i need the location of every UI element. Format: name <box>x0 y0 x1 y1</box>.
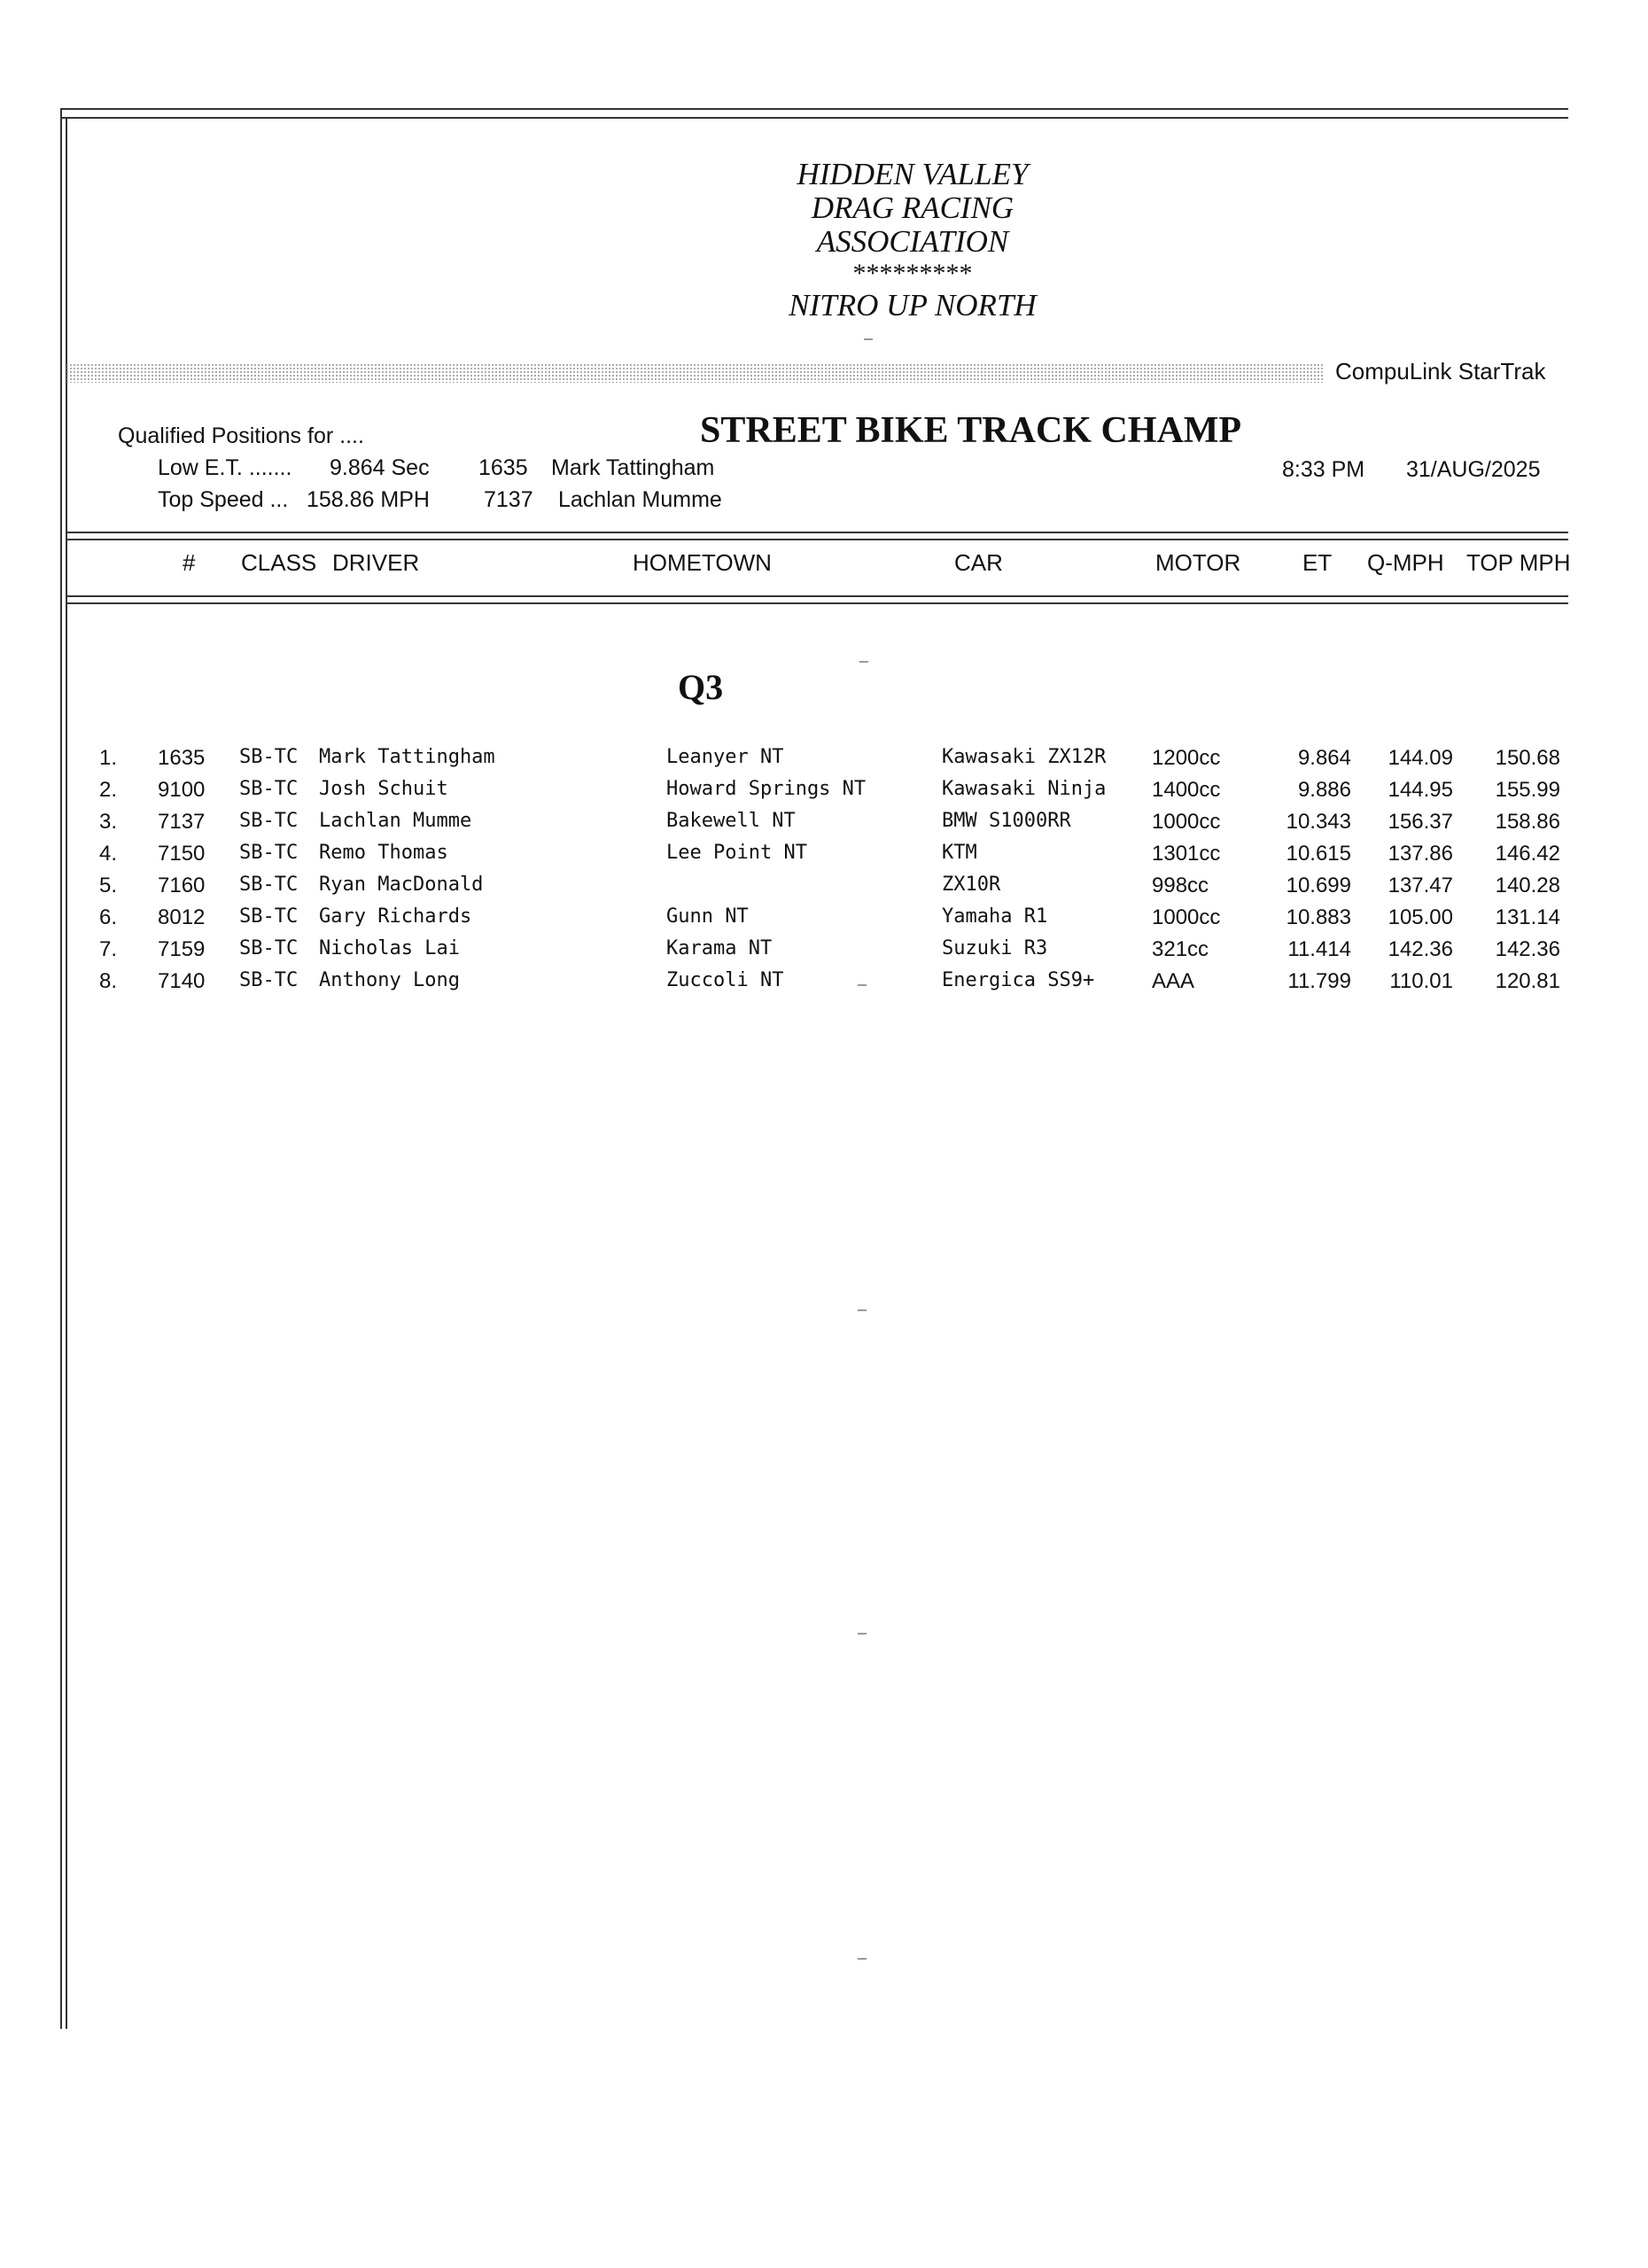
scan-mark <box>859 661 868 663</box>
col-driver: DRIVER <box>332 549 420 576</box>
cell-et: 9.864 <box>1297 746 1351 770</box>
cell-qmph: 110.01 <box>1389 969 1453 993</box>
cell-driver: Anthony Long <box>319 969 460 991</box>
cell-driver: Remo Thomas <box>319 842 448 864</box>
col-motor: MOTOR <box>1155 549 1241 576</box>
cell-class: SB-TC <box>239 778 299 800</box>
frame-left-rule <box>60 108 62 2029</box>
table-row <box>0 937 1648 969</box>
cell-topmph: 140.28 <box>1495 874 1560 897</box>
cell-topmph: 155.99 <box>1495 778 1560 802</box>
top-speed-label: Top Speed ... <box>158 487 289 512</box>
cell-motor: 321cc <box>1152 937 1209 961</box>
cell-qmph: 156.37 <box>1388 810 1453 834</box>
cell-topmph: 120.81 <box>1495 969 1560 993</box>
cell-pos: 3. <box>99 810 118 834</box>
cell-car: Yamaha R1 <box>942 905 1048 928</box>
org-line-1: HIDDEN VALLEY <box>797 157 1029 191</box>
cell-class: SB-TC <box>239 810 299 832</box>
col-topmph: TOP MPH <box>1466 549 1571 576</box>
cell-hometown: Karama NT <box>666 937 773 959</box>
cell-hometown: Zuccoli NT <box>666 969 784 991</box>
cell-car: BMW S1000RR <box>942 810 1071 832</box>
top-speed-driver: Lachlan Mumme <box>558 487 722 512</box>
page-title: STREET BIKE TRACK CHAMP <box>700 410 1242 451</box>
cell-topmph: 146.42 <box>1495 842 1560 866</box>
cell-number: 8012 <box>158 905 206 929</box>
cell-car: KTM <box>942 842 977 864</box>
low-et-value: 9.864 Sec <box>330 455 430 480</box>
cell-et: 10.615 <box>1286 842 1351 866</box>
cell-et: 10.883 <box>1286 905 1351 929</box>
col-hometown: HOMETOWN <box>633 549 772 576</box>
cell-qmph: 144.95 <box>1388 778 1453 802</box>
cell-hometown: Howard Springs NT <box>666 778 867 800</box>
table-row <box>0 746 1648 778</box>
scan-mark <box>858 1633 867 1635</box>
report-time: 8:33 PM <box>1282 457 1365 482</box>
col-car: CAR <box>954 549 1003 576</box>
header-rule-top-inner <box>66 539 1568 540</box>
cell-hometown: Lee Point NT <box>666 842 807 864</box>
frame-left-rule-inner <box>66 117 67 2029</box>
cell-pos: 7. <box>99 937 118 961</box>
cell-motor: 1000cc <box>1152 810 1221 834</box>
col-qmph: Q-MPH <box>1367 549 1444 576</box>
report-date: 31/AUG/2025 <box>1406 457 1541 482</box>
col-class: CLASS <box>241 549 317 576</box>
cell-number: 7159 <box>158 937 206 961</box>
cell-et: 10.699 <box>1286 874 1351 897</box>
top-speed-value: 158.86 MPH <box>307 487 430 512</box>
scan-mark <box>858 1958 867 1960</box>
top-speed-number: 7137 <box>484 487 533 512</box>
org-line-3: ASSOCIATION <box>816 224 1009 259</box>
cell-qmph: 137.47 <box>1388 874 1453 897</box>
table-row <box>0 969 1648 1001</box>
cell-class: SB-TC <box>239 969 299 991</box>
cell-et: 10.343 <box>1286 810 1351 834</box>
cell-motor: 1400cc <box>1152 778 1221 802</box>
cell-class: SB-TC <box>239 842 299 864</box>
scan-mark <box>858 984 867 986</box>
cell-topmph: 158.86 <box>1495 810 1560 834</box>
cell-car: Suzuki R3 <box>942 937 1048 959</box>
low-et-driver: Mark Tattingham <box>551 455 715 480</box>
table-row <box>0 874 1648 905</box>
low-et-label: Low E.T. ....... <box>158 455 292 480</box>
cell-et: 11.799 <box>1287 969 1351 993</box>
cell-motor: 1301cc <box>1152 842 1221 866</box>
header-rule-top <box>66 532 1568 533</box>
cell-driver: Ryan MacDonald <box>319 874 484 896</box>
cell-pos: 2. <box>99 778 118 802</box>
cell-driver: Gary Richards <box>319 905 472 928</box>
cell-motor: 998cc <box>1152 874 1209 897</box>
cell-et: 11.414 <box>1287 937 1351 961</box>
org-line-2: DRAG RACING <box>811 190 1014 225</box>
cell-number: 7140 <box>158 969 206 993</box>
cell-hometown: Gunn NT <box>666 905 749 928</box>
cell-number: 7150 <box>158 842 206 866</box>
col-et: ET <box>1302 549 1333 576</box>
cell-motor: 1000cc <box>1152 905 1221 929</box>
cell-number: 7160 <box>158 874 206 897</box>
cell-pos: 6. <box>99 905 118 929</box>
header-rule-bottom-inner <box>66 602 1568 604</box>
qualified-label: Qualified Positions for .... <box>118 423 364 448</box>
dotted-band <box>66 363 1324 383</box>
cell-class: SB-TC <box>239 874 299 896</box>
scan-mark <box>858 1309 867 1311</box>
cell-motor: 1200cc <box>1152 746 1221 770</box>
cell-driver: Mark Tattingham <box>319 746 495 768</box>
table-row <box>0 778 1648 810</box>
cell-pos: 8. <box>99 969 118 993</box>
cell-car: Kawasaki ZX12R <box>942 746 1107 768</box>
cell-number: 7137 <box>158 810 206 834</box>
cell-number: 9100 <box>158 778 206 802</box>
cell-pos: 4. <box>99 842 118 866</box>
table-row <box>0 842 1648 874</box>
cell-qmph: 144.09 <box>1388 746 1453 770</box>
results-table <box>0 746 1648 1012</box>
cell-driver: Lachlan Mumme <box>319 810 472 832</box>
cell-motor: AAA <box>1152 969 1195 993</box>
cell-hometown: Bakewell NT <box>666 810 796 832</box>
cell-driver: Nicholas Lai <box>319 937 460 959</box>
frame-top-rule <box>62 108 1568 110</box>
scan-mark <box>864 338 873 340</box>
cell-qmph: 105.00 <box>1388 905 1453 929</box>
header-rule-bottom <box>66 595 1568 597</box>
brand-label: CompuLink StarTrak <box>1335 358 1546 384</box>
event-name: NITRO UP NORTH <box>789 288 1037 322</box>
cell-hometown: Leanyer NT <box>666 746 784 768</box>
cell-class: SB-TC <box>239 746 299 768</box>
cell-car: Energica SS9+ <box>942 969 1095 991</box>
cell-class: SB-TC <box>239 937 299 959</box>
cell-pos: 5. <box>99 874 118 897</box>
cell-car: Kawasaki Ninja <box>942 778 1107 800</box>
cell-topmph: 150.68 <box>1495 746 1560 770</box>
cell-driver: Josh Schuit <box>319 778 448 800</box>
cell-et: 9.886 <box>1297 778 1351 802</box>
cell-topmph: 131.14 <box>1495 905 1560 929</box>
table-row <box>0 810 1648 842</box>
frame-top-rule-inner <box>62 117 1568 119</box>
cell-car: ZX10R <box>942 874 1001 896</box>
cell-class: SB-TC <box>239 905 299 928</box>
cell-topmph: 142.36 <box>1495 937 1560 961</box>
cell-pos: 1. <box>99 746 118 770</box>
cell-qmph: 137.86 <box>1388 842 1453 866</box>
stars-divider: ********* <box>852 259 973 288</box>
low-et-number: 1635 <box>478 455 528 480</box>
section-label: Q3 <box>678 667 724 707</box>
cell-number: 1635 <box>158 746 206 770</box>
table-row <box>0 905 1648 937</box>
cell-qmph: 142.36 <box>1388 937 1453 961</box>
col-number: # <box>183 549 196 576</box>
